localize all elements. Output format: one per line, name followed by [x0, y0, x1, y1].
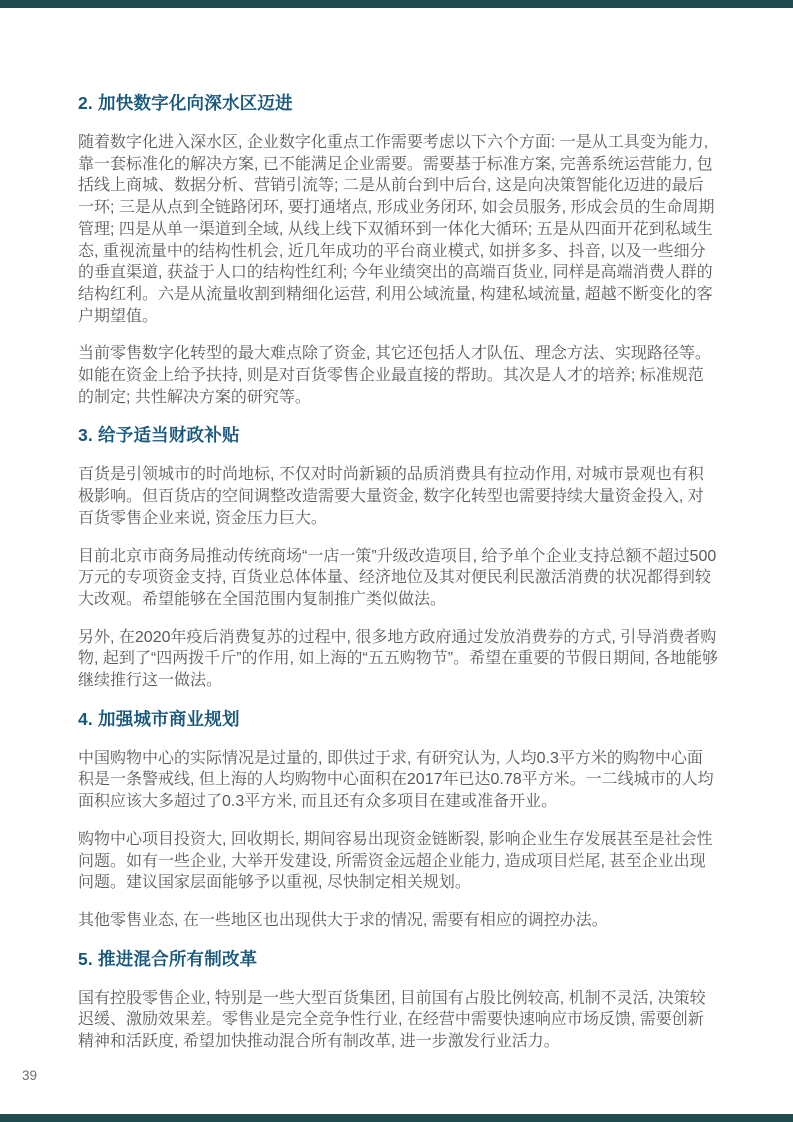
paragraph: 中国购物中心的实际情况是过量的, 即供过于求, 有研究认为, 人均0.3平方米的购物中心面积是一条警戒线, 但上海的人均购物中心面积在2017年已达0.78平方米。一二线城市的人均面积应该大多超过了0.3平方米, 而且还有众多项目在建或准备开业。 — [78, 749, 714, 811]
section-heading-urban-commercial-planning: 4. 加强城市商业规划 — [78, 708, 240, 729]
page-content — [78, 0, 718, 1069]
paragraph: 国有控股零售企业, 特别是一些大型百货集团, 目前国有占股比例较高, 机制不灵活, 决策较迟缓、激励效果差。零售业是完全竞争性行业, 在经营中需要快速响应市场反馈, 需要创新精神和活跃度, 希望加快推动混合所有制改革, 进一步激发行业活力。 — [78, 989, 706, 1051]
section-heading-fiscal-subsidy: 3. 给予适当财政补贴 — [78, 425, 240, 446]
paragraph: 购物中心项目投资大, 回收期长, 期间容易出现资金链断裂, 影响企业生存发展甚至是社会性问题。如有一些企业, 大举开发建设, 所需资金远超企业能力, 造成项目烂尾, 甚至企业出现问题。建议国家层面能够予以重视, 尽快制定相关规划。 — [78, 830, 713, 892]
bottom-accent-bar — [0, 1114, 793, 1122]
paragraph: 百货是引领城市的时尚地标, 不仅对时尚新颖的品质消费具有拉动作用, 对城市景观也有积极影响。但百货店的空间调整改造需要大量资金, 数字化转型也需要持续大量资金投入, 对百货零售企业来说, 资金压力巨大。 — [78, 466, 704, 527]
paragraph: 随着数字化进入深水区, 企业数字化重点工作需要考虑以下六个方面: 一是从工具变为能力, 靠一套标准化的解决方案, 已不能满足企业需要。需要基于标准方案, 完善系统运营能力, 包括线上商城、数据分析、营销引流等; 二是从前台到中后台, 这是向决策智能化迈进的最后一环; 三是从点到全链路闭环, 要打通堵点, 形成业务闭环, 如会员服务, 形成会员的生命周期管理; 四是从单一渠道到全域, 从线上线下双循环到一体化大循环; 五是从四面开花到私域生态, 重视流量中的结构性机会, 近几年成功的平台商业模式, 如拼多多、抖音, 以及一些细分的垂直渠道, 获益于人口的结构性红利; 今年业绩突出的高端百货业, 同样是高端消费人群的结构红利。六是从流量收割到精细化运营, 利用公域流量, 构建私域流量, 超越不断变化的客户期望值。 — [78, 134, 715, 325]
paragraph: 当前零售数字化转型的最大难点除了资金, 其它还包括人才队伍、理念方法、实现路径等。如能在资金上给予扶持, 则是对百货零售企业最直接的帮助。其次是人才的培养; 标准规范的制定; 共性解决方案的研究等。 — [78, 345, 711, 406]
section-mixed-ownership-reform — [78, 948, 718, 1053]
paragraph: 其他零售业态, 在一些地区也出现供大于求的情况, 需要有相应的调控办法。 — [78, 911, 608, 929]
section-heading-digitalization: 2. 加快数字化向深水区迈进 — [78, 93, 293, 113]
section-fiscal-subsidy — [78, 424, 718, 691]
section-heading-mixed-ownership-reform: 5. 推进混合所有制改革 — [78, 948, 258, 969]
page-number: 39 — [22, 1068, 38, 1083]
section-digitalization — [78, 92, 718, 408]
paragraph: 另外, 在2020年疫后消费复苏的过程中, 很多地方政府通过发放消费券的方式, 引导消费者购物, 起到了“四两拨千斤”的作用, 如上海的“五五购物节”。希望在重要的节假日期间, 各地能够继续推行这一做法。 — [78, 628, 718, 690]
section-urban-commercial-planning — [78, 708, 718, 932]
paragraph: 目前北京市商务局推动传统商场“一店一策”升级改造项目, 给予单个企业支持总额不超过500万元的专项资金支持, 百货业总体体量、经济地位及其对便民利民激活消费的状况都得到较大改观。希望能够在全国范围内复制推广类似做法。 — [78, 547, 717, 608]
